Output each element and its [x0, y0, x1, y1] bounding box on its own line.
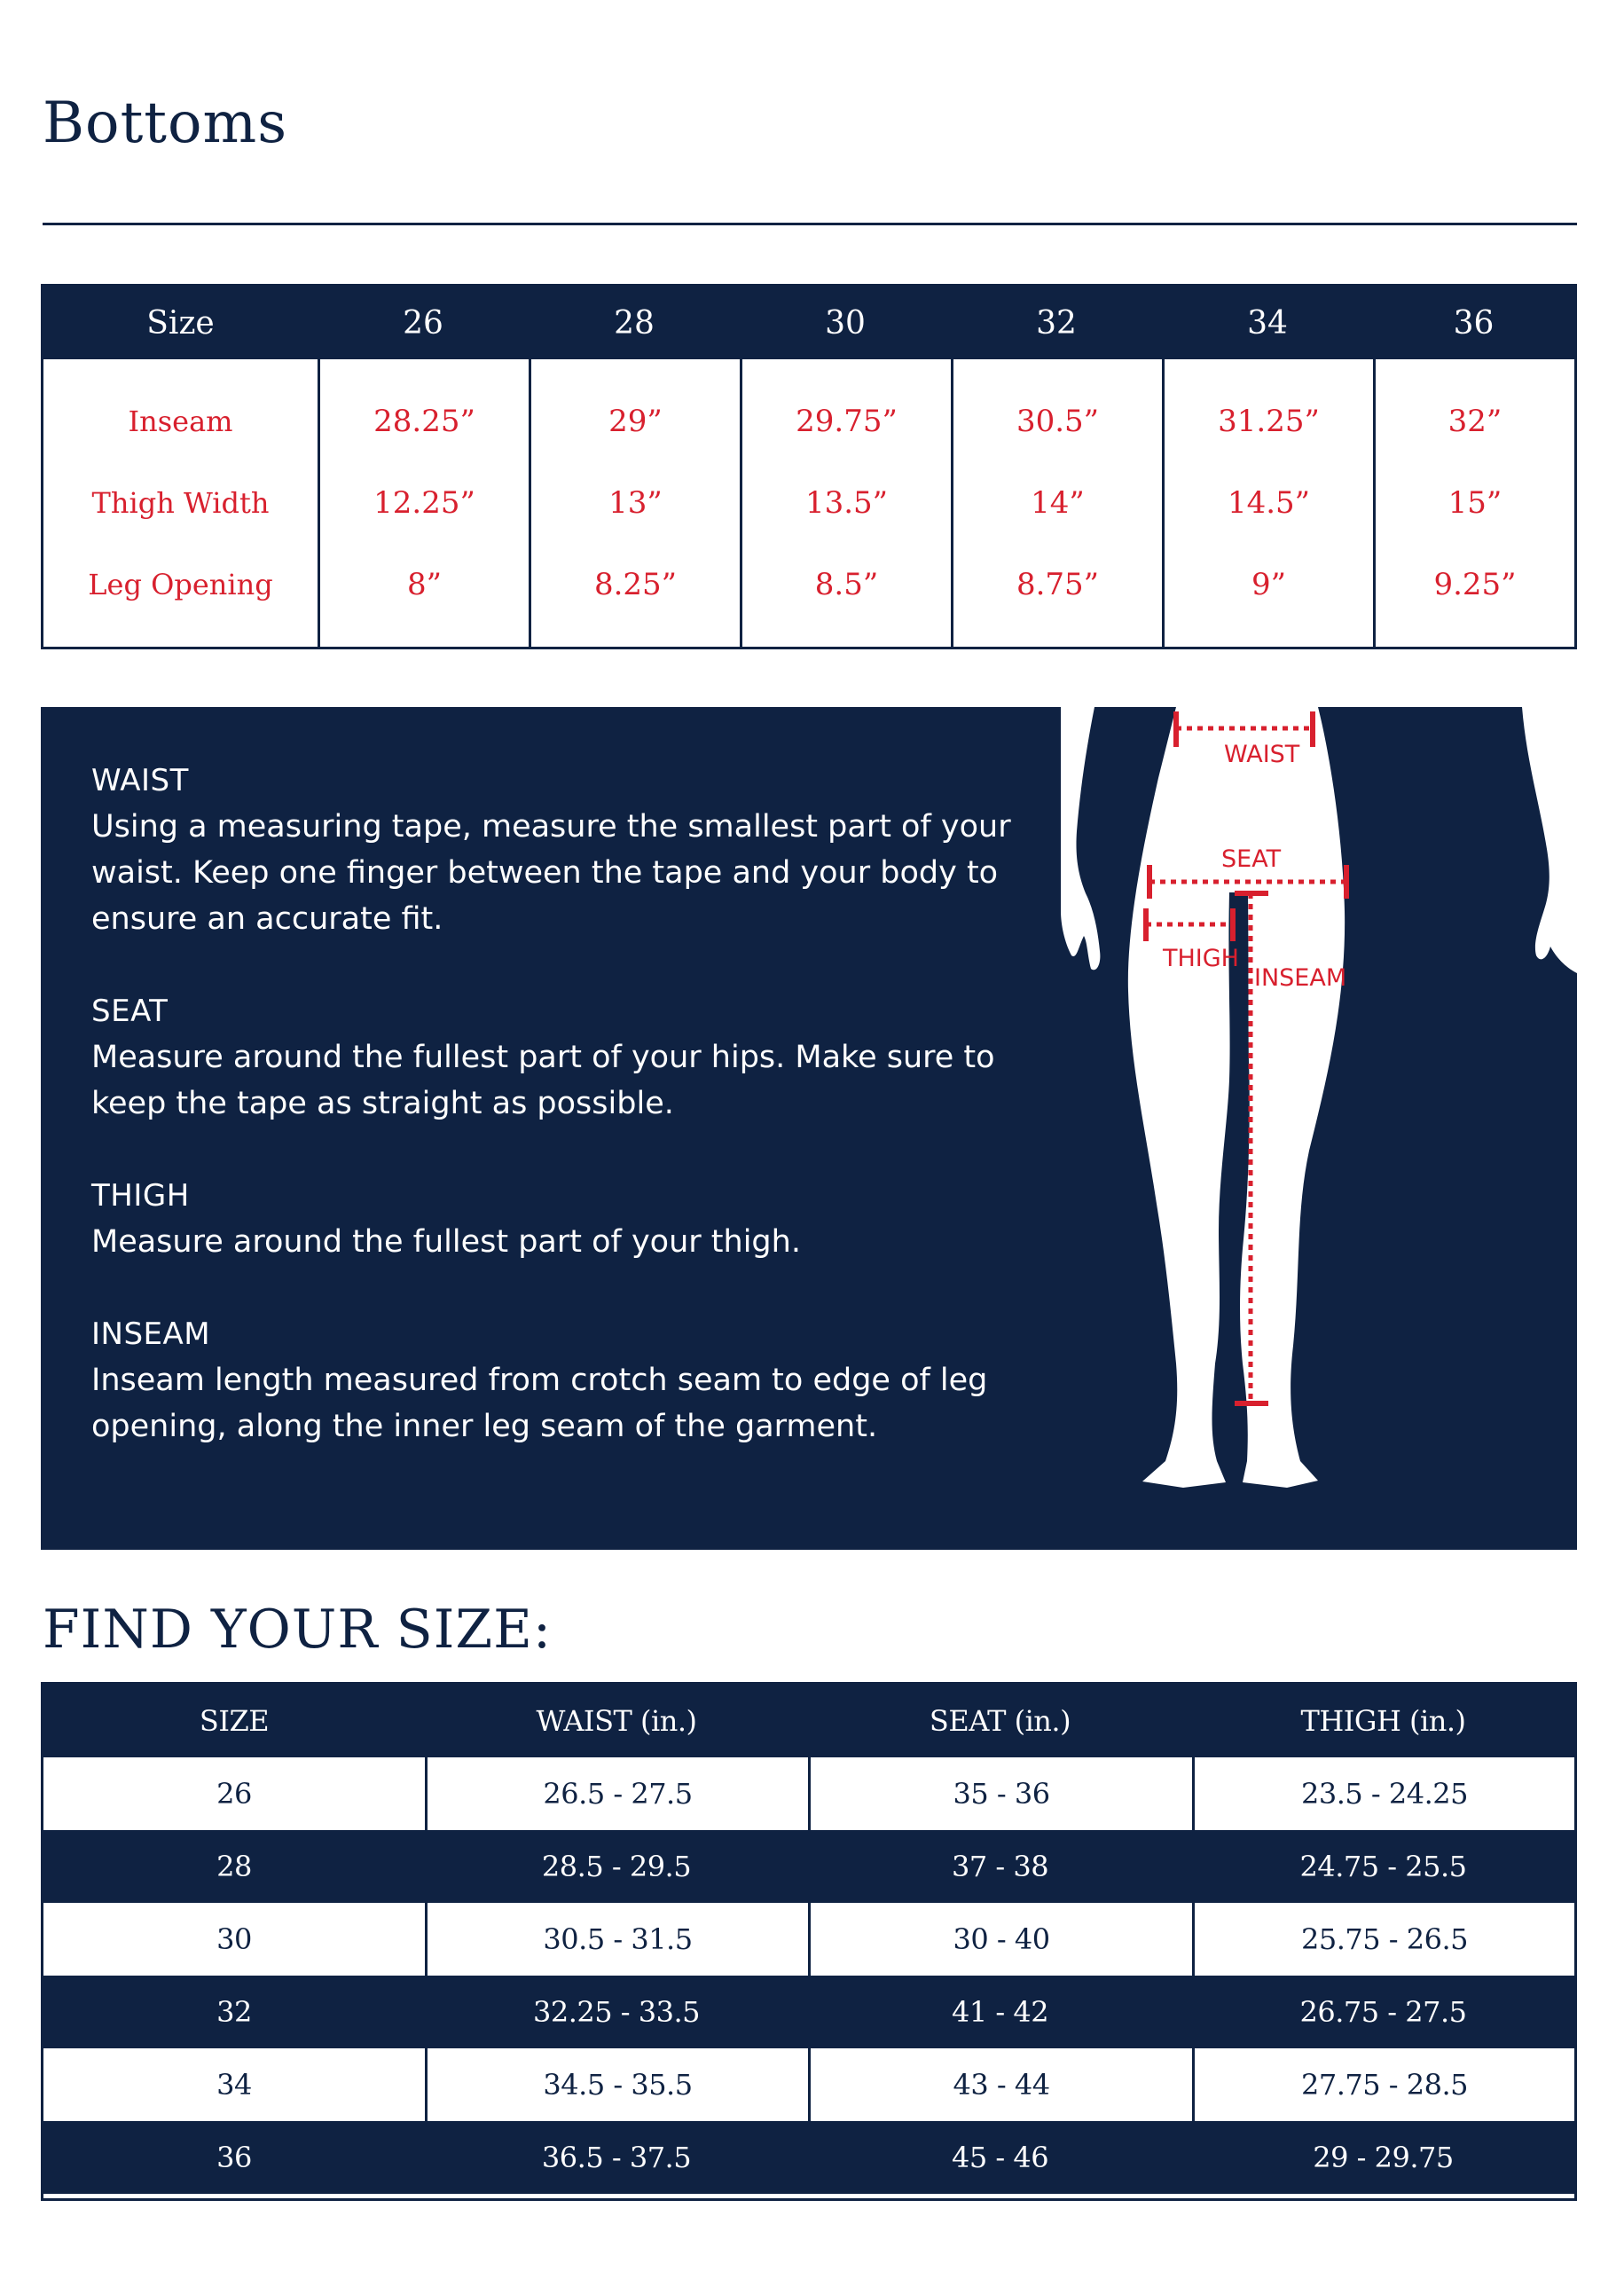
- seat-instruction: [91, 988, 1049, 1127]
- instruction-line: opening, along the inner leg seam of the garment.: [91, 1409, 878, 1444]
- table-cell: 34.5 - 35.5: [425, 2048, 808, 2121]
- inseam-instruction: [91, 1311, 1049, 1450]
- header-cell: 32: [1036, 304, 1077, 342]
- row-label-column: [43, 359, 318, 647]
- table-cell: 41 - 42: [951, 1995, 1049, 2029]
- value-cell: 14”: [1031, 485, 1085, 521]
- header-cell: 36: [1453, 304, 1495, 342]
- waist-instruction: [91, 758, 1049, 942]
- instruction-line: Measure around the fullest part of your hips. Make sure to: [91, 1040, 995, 1075]
- table-cell: 43 - 44: [808, 2048, 1192, 2121]
- table-cell: 45 - 46: [951, 2141, 1049, 2174]
- find-your-size-table: [41, 1682, 1577, 2201]
- column-header: THIGH (in.): [1300, 1704, 1466, 1738]
- table-cell: 30.5 - 31.5: [425, 1903, 808, 1976]
- measurement-table: [41, 284, 1577, 649]
- instruction-line: ensure an accurate fit.: [91, 901, 443, 937]
- instruction-heading: THIGH: [91, 1178, 190, 1214]
- thigh-instruction: [91, 1173, 1049, 1265]
- value-cell: 8.25”: [593, 567, 678, 602]
- value-cell: 29.75”: [796, 404, 898, 439]
- table-cell: 32.25 - 33.5: [532, 1995, 700, 2029]
- column-header: SEAT (in.): [929, 1704, 1071, 1738]
- row-label: Leg Opening: [88, 568, 273, 601]
- table-row: [43, 1757, 1574, 1830]
- column-header: SIZE: [199, 1704, 270, 1738]
- table-row: [43, 1830, 1574, 1903]
- table-cell: 32: [216, 1995, 252, 2029]
- value-cell: 28.25”: [373, 404, 475, 439]
- waist-label: WAIST: [1224, 741, 1300, 768]
- header-cell: 34: [1247, 304, 1288, 342]
- value-cell: 13.5”: [804, 485, 889, 521]
- table-cell: 25.75 - 26.5: [1192, 1903, 1574, 1976]
- size-column: [951, 359, 1162, 647]
- table-cell: 28: [216, 1850, 252, 1883]
- value-cell: 30.5”: [1016, 404, 1100, 439]
- value-cell: 12.25”: [373, 485, 475, 521]
- table-row: [43, 1976, 1574, 2048]
- value-cell: 15”: [1447, 485, 1502, 521]
- value-cell: 9”: [1251, 567, 1286, 602]
- table-cell: 37 - 38: [951, 1850, 1049, 1883]
- table-cell: 26.75 - 27.5: [1299, 1995, 1467, 2029]
- table-row: [43, 1903, 1574, 1976]
- header-cell: 28: [614, 304, 655, 342]
- table-cell: 23.5 - 24.25: [1192, 1757, 1574, 1830]
- table-row: [43, 2121, 1574, 2194]
- size-column: [740, 359, 951, 647]
- seat-label: SEAT: [1221, 845, 1282, 873]
- value-cell: 9.25”: [1433, 567, 1517, 602]
- value-cell: 8.75”: [1016, 567, 1100, 602]
- instruction-line: Measure around the fullest part of your thigh.: [91, 1224, 801, 1260]
- body-silhouette-icon: [1061, 707, 1577, 1550]
- table-cell: 29 - 29.75: [1313, 2141, 1454, 2174]
- table-cell: 24.75 - 25.5: [1299, 1850, 1467, 1883]
- value-cell: 14.5”: [1227, 485, 1311, 521]
- page-title: Bottoms: [43, 90, 288, 156]
- row-label: Inseam: [128, 405, 233, 438]
- instruction-heading: INSEAM: [91, 1316, 211, 1352]
- instruction-line: Inseam length measured from crotch seam to edge of leg: [91, 1363, 988, 1398]
- table-cell: 26.5 - 27.5: [425, 1757, 808, 1830]
- title-divider: [43, 223, 1577, 225]
- instruction-line: Using a measuring tape, measure the smallest part of your: [91, 809, 1011, 845]
- instruction-heading: SEAT: [91, 994, 169, 1029]
- instruction-heading: WAIST: [91, 763, 189, 798]
- measurement-instructions: [91, 758, 1049, 1496]
- table-header-row: [43, 1685, 1574, 1757]
- measurement-table-header: [43, 287, 1574, 359]
- column-header: WAIST (in.): [536, 1704, 697, 1738]
- value-cell: 8”: [406, 567, 442, 602]
- size-column: [1162, 359, 1373, 647]
- thigh-label: THIGH: [1163, 945, 1239, 972]
- find-your-size-title: FIND YOUR SIZE:: [43, 1599, 553, 1661]
- value-cell: 31.25”: [1218, 404, 1320, 439]
- header-cell: Size: [146, 304, 215, 342]
- value-cell: 13”: [608, 485, 663, 521]
- value-cell: 8.5”: [814, 567, 879, 602]
- inseam-label: INSEAM: [1254, 964, 1347, 992]
- body-figure: [1061, 707, 1577, 1550]
- how-to-measure-panel: [41, 707, 1577, 1550]
- table-cell: 36: [216, 2141, 252, 2174]
- header-cell: 26: [403, 304, 443, 342]
- instruction-line: waist. Keep one finger between the tape and your body to: [91, 855, 999, 891]
- value-cell: 32”: [1447, 404, 1502, 439]
- value-cell: 29”: [608, 404, 663, 439]
- table-cell: 34: [216, 2068, 252, 2102]
- instruction-line: keep the tape as straight as possible.: [91, 1086, 674, 1121]
- size-column: [529, 359, 740, 647]
- table-cell: 30: [216, 1922, 252, 1956]
- size-column: [318, 359, 529, 647]
- size-column: [1373, 359, 1574, 647]
- table-cell: 35 - 36: [808, 1757, 1192, 1830]
- row-label: Thigh Width: [91, 486, 270, 520]
- table-cell: 26: [216, 1777, 252, 1811]
- table-cell: 36.5 - 37.5: [541, 2141, 692, 2174]
- table-row: [43, 2048, 1574, 2121]
- table-cell: 30 - 40: [808, 1903, 1192, 1976]
- table-cell: 28.5 - 29.5: [541, 1850, 692, 1883]
- table-cell: 27.75 - 28.5: [1192, 2048, 1574, 2121]
- measurement-table-body: [43, 359, 1574, 647]
- header-cell: 30: [825, 304, 866, 342]
